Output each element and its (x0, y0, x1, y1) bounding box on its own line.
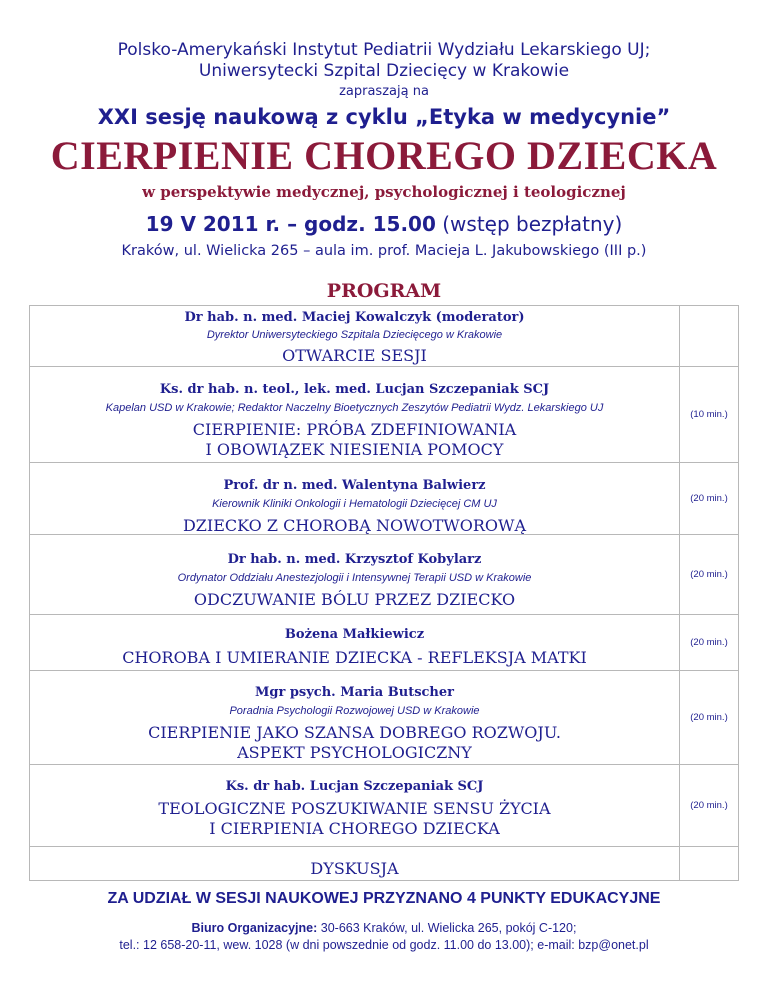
speaker-role: Ordynator Oddziału Anestezjologii i Intensywnej Terapii USD w Krakowie (177, 572, 532, 584)
speaker-name: Mgr psych. Maria Butscher (254, 685, 455, 700)
talk-duration: (20 min.) (690, 712, 728, 723)
program-main-cell (30, 765, 680, 846)
program-row (30, 306, 738, 366)
session-title: XXI sesję naukową z cyklu „Etyka w medycynie” (97, 105, 671, 129)
program-main-cell (30, 847, 680, 880)
speaker-name: Dr hab. n. med. Maciej Kowalczyk (moderator) (184, 310, 525, 325)
talk-title: OTWARCIE SESJI (282, 346, 427, 365)
education-points-notice: ZA UDZIAŁ W SESJI NAUKOWEJ PRZYZNANO 4 PUNKTY EDUKACYJNE (107, 890, 661, 907)
subtitle: w perspektywie medycznej, psychologicznej i teologicznej (142, 183, 626, 201)
poster-footer (0, 888, 768, 954)
program-heading: PROGRAM (326, 280, 442, 302)
talk-duration: (20 min.) (690, 800, 728, 811)
program-table (29, 305, 739, 881)
program-row (30, 366, 738, 462)
talk-duration: (20 min.) (690, 569, 728, 580)
speaker-name: Prof. dr n. med. Walentyna Balwierz (223, 478, 486, 493)
institution-line-2: Uniwersytecki Szpital Dziecięcy w Krakowie (198, 61, 570, 81)
invite-text: zapraszają na (339, 84, 429, 99)
poster-header (0, 40, 768, 303)
talk-title-line-1: TEOLOGICZNE POSZUKIWANIE SENSU ŻYCIA (158, 799, 551, 818)
contact-info: tel.: 12 658-20-11, wew. 1028 (w dni powszednie od godz. 11.00 do 13.00); e-mail: bzp@onet.pl (119, 938, 649, 952)
speaker-role: Kapelan USD w Krakowie; Redaktor Naczelny Bioetycznych Zeszytów Pediatrii Wydz. Lekarskiego UJ (105, 402, 604, 414)
venue: Kraków, ul. Wielicka 265 – aula im. prof. Macieja L. Jakubowskiego (III p.) (121, 243, 647, 259)
talk-title-line-2: I OBOWIĄZEK NIESIENIA POMOCY (205, 440, 504, 459)
talk-duration: (10 min.) (690, 409, 728, 420)
speaker-name: Ks. dr hab. n. teol., lek. med. Lucjan Szczepaniak SCJ (159, 382, 550, 397)
speaker-name: Bożena Małkiewicz (284, 627, 425, 642)
event-date: 19 V 2011 r. – godz. 15.00 (145, 212, 436, 236)
speaker-role: Dyrektor Uniwersyteckiego Szpitala Dziecięcego w Krakowie (206, 329, 503, 341)
talk-duration (680, 847, 738, 880)
program-row (30, 614, 738, 670)
program-row (30, 764, 738, 846)
talk-title-line-1: CIERPIENIE JAKO SZANSA DOBREGO ROZWOJU. (148, 723, 561, 742)
talk-title: CHOROBA I UMIERANIE DZIECKA - REFLEKSJA MATKI (122, 648, 587, 667)
program-main-cell (30, 367, 680, 462)
talk-duration: (20 min.) (690, 637, 728, 648)
date-line (0, 211, 768, 237)
program-main-cell (30, 306, 680, 366)
speaker-role: Kierownik Kliniki Onkologii i Hematologii Dziecięcej CM UJ (212, 498, 497, 510)
program-row (30, 534, 738, 614)
talk-title: ODCZUWANIE BÓLU PRZEZ DZIECKO (193, 590, 516, 609)
talk-duration: (20 min.) (690, 493, 728, 504)
institution-line-1: Polsko-Amerykański Instytut Pediatrii Wydziału Lekarskiego UJ; (117, 40, 651, 60)
program-main-cell (30, 463, 680, 534)
talk-duration (680, 306, 738, 366)
talk-title-line-2: I CIERPIENIA CHOREGO DZIECKA (209, 819, 500, 838)
office-label: Biuro Organizacyjne: (191, 921, 318, 935)
office-address: 30-663 Kraków, ul. Wielicka 265, pokój C-120; (320, 921, 577, 935)
organizing-office (0, 920, 768, 937)
talk-title-line-2: ASPEKT PSYCHOLOGICZNY (237, 743, 472, 762)
program-main-cell (30, 615, 680, 670)
program-main-cell (30, 535, 680, 614)
talk-title-line-1: CIERPIENIE: PRÓBA ZDEFINIOWANIA (192, 420, 517, 439)
speaker-name: Ks. dr hab. Lucjan Szczepaniak SCJ (225, 779, 484, 794)
program-main-cell (30, 671, 680, 764)
program-row (30, 846, 738, 880)
talk-title: DYSKUSJA (310, 859, 399, 878)
program-row (30, 462, 738, 534)
entry-note: (wstęp bezpłatny) (442, 212, 623, 236)
speaker-role: Poradnia Psychologii Rozwojowej USD w Krakowie (229, 705, 480, 717)
program-row (30, 670, 738, 764)
main-title: CIERPIENIE CHOREGO DZIECKA (50, 133, 718, 178)
speaker-name: Dr hab. n. med. Krzysztof Kobylarz (227, 552, 482, 567)
talk-title: DZIECKO Z CHOROBĄ NOWOTWOROWĄ (182, 516, 527, 535)
